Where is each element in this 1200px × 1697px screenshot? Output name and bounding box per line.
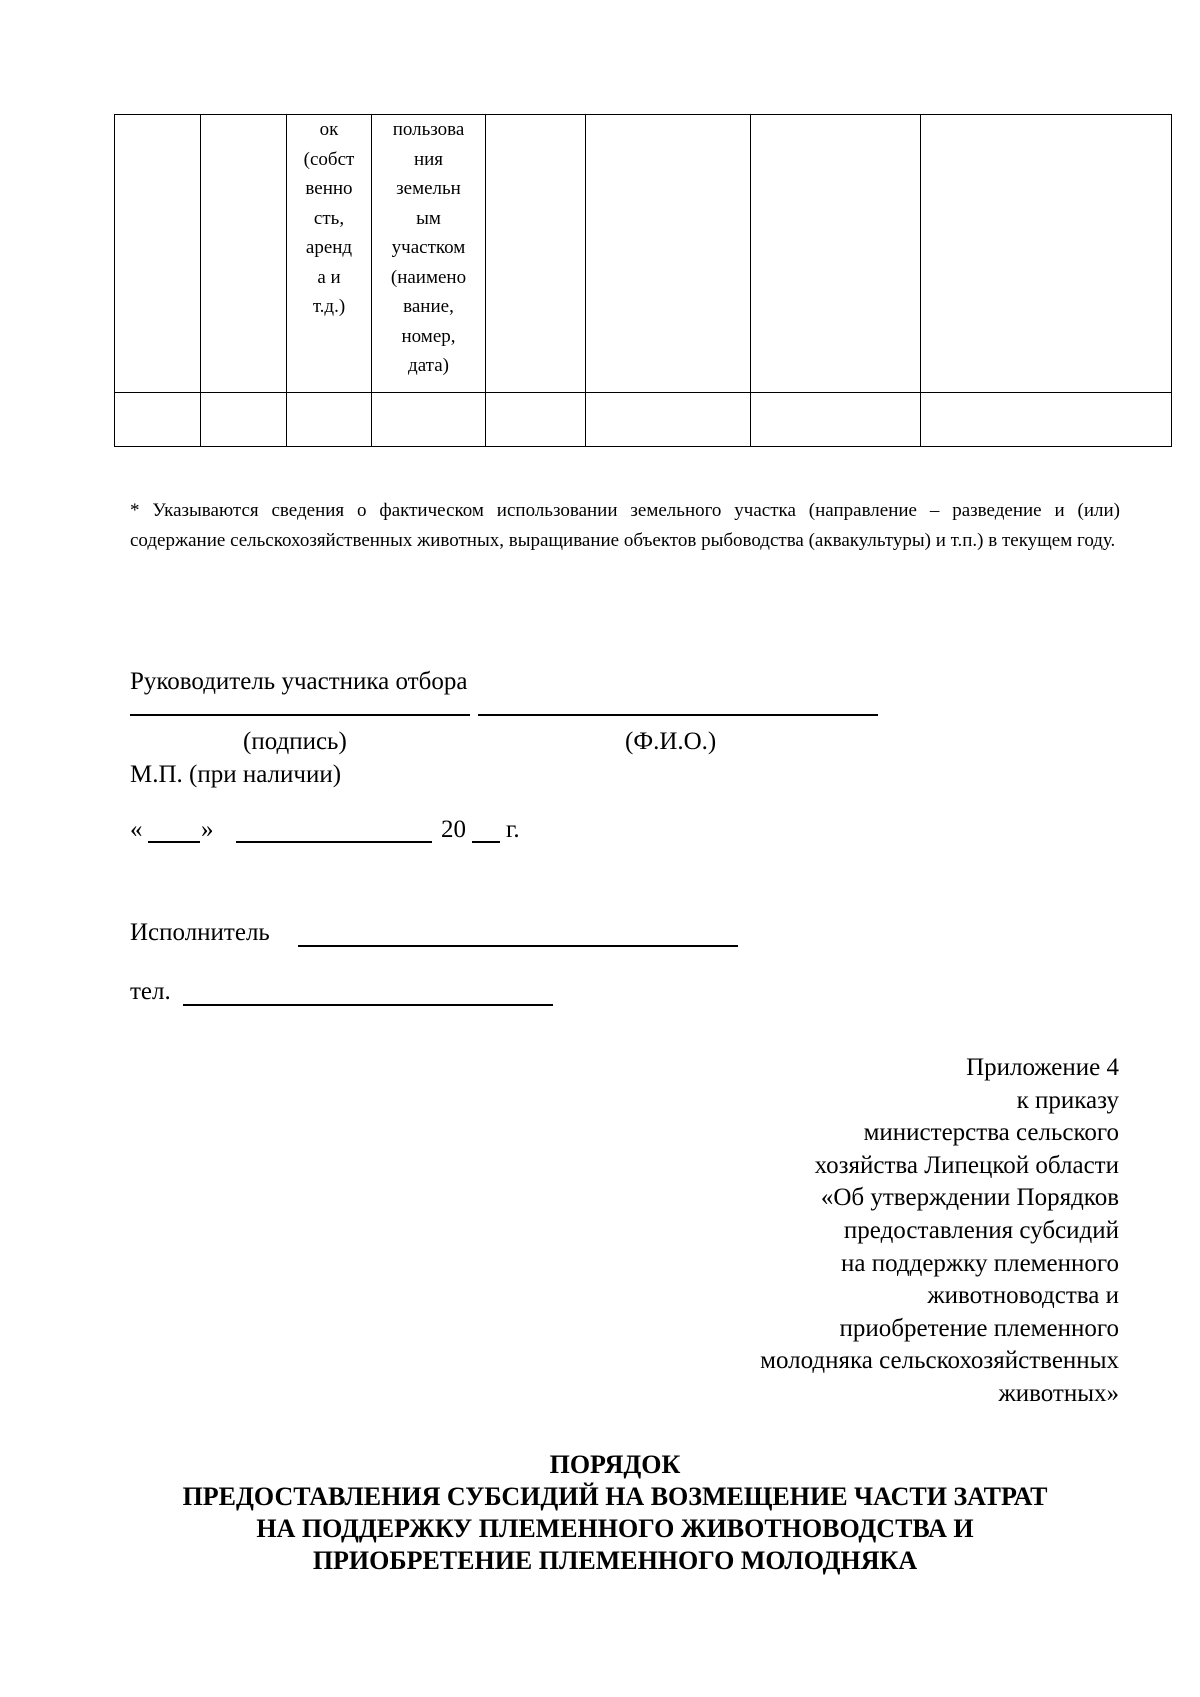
date-year-suffix: г. — [506, 816, 520, 843]
date-month-line — [236, 841, 432, 843]
executor-label: Исполнитель — [130, 919, 270, 946]
appendix-line: «Об утверждении Порядков — [820, 1184, 1119, 1212]
table-cell — [287, 393, 372, 447]
table-cell — [586, 115, 751, 393]
title-line: ПОРЯДОК — [549, 1450, 681, 1479]
signature-line — [130, 714, 470, 716]
signature-caption: (подпись) — [243, 728, 347, 755]
appendix-line: предоставления субсидий — [843, 1216, 1119, 1244]
title-line: ПРЕДОСТАВЛЕНИЯ СУБСИДИЙ НА ВОЗМЕЩЕНИЕ ЧАСТИ ЗАТРАТ — [182, 1482, 1048, 1511]
table-cell-ownership-type: ок (собст венно сть, аренд а и т.д.) — [287, 115, 372, 393]
name-caption: (Ф.И.О.) — [625, 728, 717, 755]
executor-line — [298, 945, 738, 947]
table-cell — [486, 115, 586, 393]
table-cell — [751, 393, 921, 447]
head-label: Руководитель участника отбора — [130, 668, 468, 695]
footnote: * Указываются сведения о фактическом использовании земельного участка (направление – разведение и (или) содержание сельскохозяйственных животных, выращивание объектов рыбоводства (аквакультуры) и т.п.) в текущем году. — [130, 500, 1120, 551]
name-line — [478, 714, 878, 716]
appendix-line: молодняка сельскохозяйственных — [760, 1347, 1119, 1375]
seal-label: М.П. (при наличии) — [130, 761, 342, 788]
date-day-line — [148, 841, 200, 843]
title-line: ПРИОБРЕТЕНИЕ ПЛЕМЕННОГО МОЛОДНЯКА — [312, 1546, 918, 1575]
appendix-line: животноводства и — [927, 1282, 1119, 1310]
phone-label: тел. — [130, 978, 171, 1005]
table-cell — [201, 115, 287, 393]
phone-line — [183, 1004, 553, 1006]
date-year-line — [472, 841, 500, 843]
appendix-line: министерства сельского — [863, 1119, 1119, 1147]
table-row — [115, 115, 1172, 393]
table-cell — [115, 393, 201, 447]
date-close-quote: » — [201, 816, 214, 843]
table-cell — [921, 393, 1172, 447]
appendix-line: Приложение 4 — [966, 1054, 1119, 1081]
appendix-line: хозяйства Липецкой области — [814, 1151, 1119, 1179]
title-line: НА ПОДДЕРЖКУ ПЛЕМЕННОГО ЖИВОТНОВОДСТВА И — [256, 1514, 974, 1543]
table-cell-land-use-document: пользова ния земельн ым участком (наимено вание, номер, дата) — [372, 115, 486, 393]
data-table — [114, 114, 1172, 447]
table-cell — [921, 115, 1172, 393]
appendix-line: на поддержку племенного — [841, 1249, 1119, 1277]
table-cell — [372, 393, 486, 447]
document-title — [100, 1449, 1130, 1577]
appendix-line: животных» — [998, 1379, 1119, 1407]
date-open-quote: « — [130, 816, 143, 843]
appendix-line: приобретение племенного — [839, 1314, 1119, 1342]
table-row — [115, 393, 1172, 447]
table-cell — [751, 115, 921, 393]
table-cell — [486, 393, 586, 447]
appendix-line: к приказу — [1016, 1086, 1119, 1114]
table-cell — [586, 393, 751, 447]
table-cell — [201, 393, 287, 447]
appendix-reference — [619, 1052, 1119, 1411]
table-cell — [115, 115, 201, 393]
date-year-prefix: 20 — [441, 816, 466, 843]
